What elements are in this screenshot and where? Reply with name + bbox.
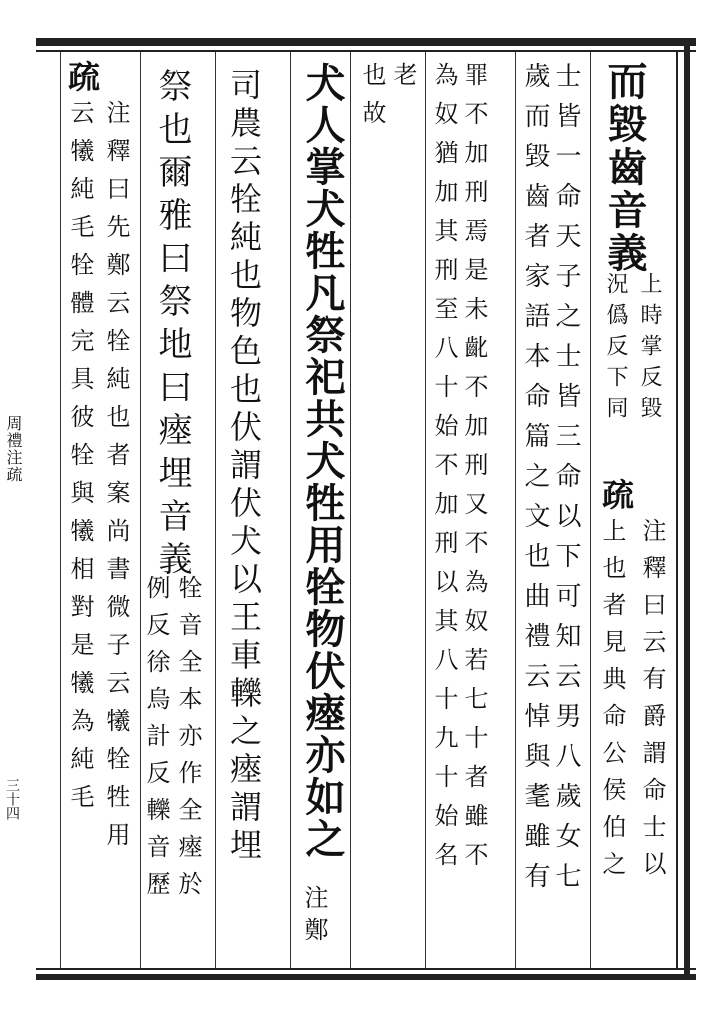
commentary-column: 罪不加刑焉是未齔不加刑又不為奴若七十者雖不 — [460, 62, 488, 881]
frame-bottom — [36, 974, 696, 980]
column-rule — [215, 52, 216, 968]
commentary-column: 注釋曰云有爵謂命士以 — [638, 518, 666, 888]
column-rule — [515, 52, 516, 968]
commentary-column: 歲而毀齒者家語本命篇之文也曲禮云悼與耄雖有 — [520, 62, 550, 902]
frame-bottom-inner — [36, 968, 696, 970]
commentary-column: 云犧純毛牷體完具彼牷與犧相對是犧為純毛 — [66, 100, 94, 822]
commentary-column: 況僞反下同 — [603, 272, 628, 427]
column-rule — [590, 52, 591, 968]
frame-top — [36, 38, 696, 46]
column-rule — [140, 52, 141, 968]
commentary-column: 上時掌反毀 — [637, 272, 662, 427]
commentary-column: 司農云牷純也物色也伏謂伏犬以王車轢之瘞謂埋 — [225, 68, 263, 866]
commentary-column: 老 — [389, 62, 417, 99]
commentary-column: 牷音全本亦作全瘞於 — [174, 575, 202, 908]
main-text-column: 犬人掌犬牲凡祭祀共犬牲用牷物伏瘞亦如之 — [299, 62, 346, 860]
column-rule — [350, 52, 351, 968]
main-text-column: 而毀齒音義 — [601, 60, 648, 275]
frame-right — [684, 38, 690, 980]
commentary-column: 祭也爾雅曰祭地曰瘞埋音義 — [152, 68, 192, 584]
commentary-column: 注釋曰先鄭云牷純也者案尚書微子云犧牷牲用 — [102, 100, 130, 860]
page-number: 三十四 — [4, 778, 20, 820]
book-title: 周禮注疏 — [4, 415, 23, 483]
commentary-column: 士皆一命天子之士皆三命以下可知云男八歲女七 — [551, 62, 581, 902]
column-rule — [60, 52, 61, 968]
commentary-column: 例反徐烏計反轢音歷 — [142, 575, 170, 908]
commentary-column: 為奴猶加其刑至八十始不加刑以其八十九十始名 — [430, 62, 458, 881]
shu-marker: 疏 — [63, 60, 101, 95]
column-rule — [290, 52, 291, 968]
column-rule — [425, 52, 426, 968]
frame-right-inner — [676, 50, 678, 970]
commentary-column: 注鄭 — [300, 885, 328, 949]
frame-top-inner — [36, 50, 696, 52]
shu-marker: 疏 — [597, 478, 635, 513]
commentary-column: 上也者見典命公侯伯之 — [598, 518, 626, 888]
commentary-column: 也故 — [358, 62, 386, 138]
